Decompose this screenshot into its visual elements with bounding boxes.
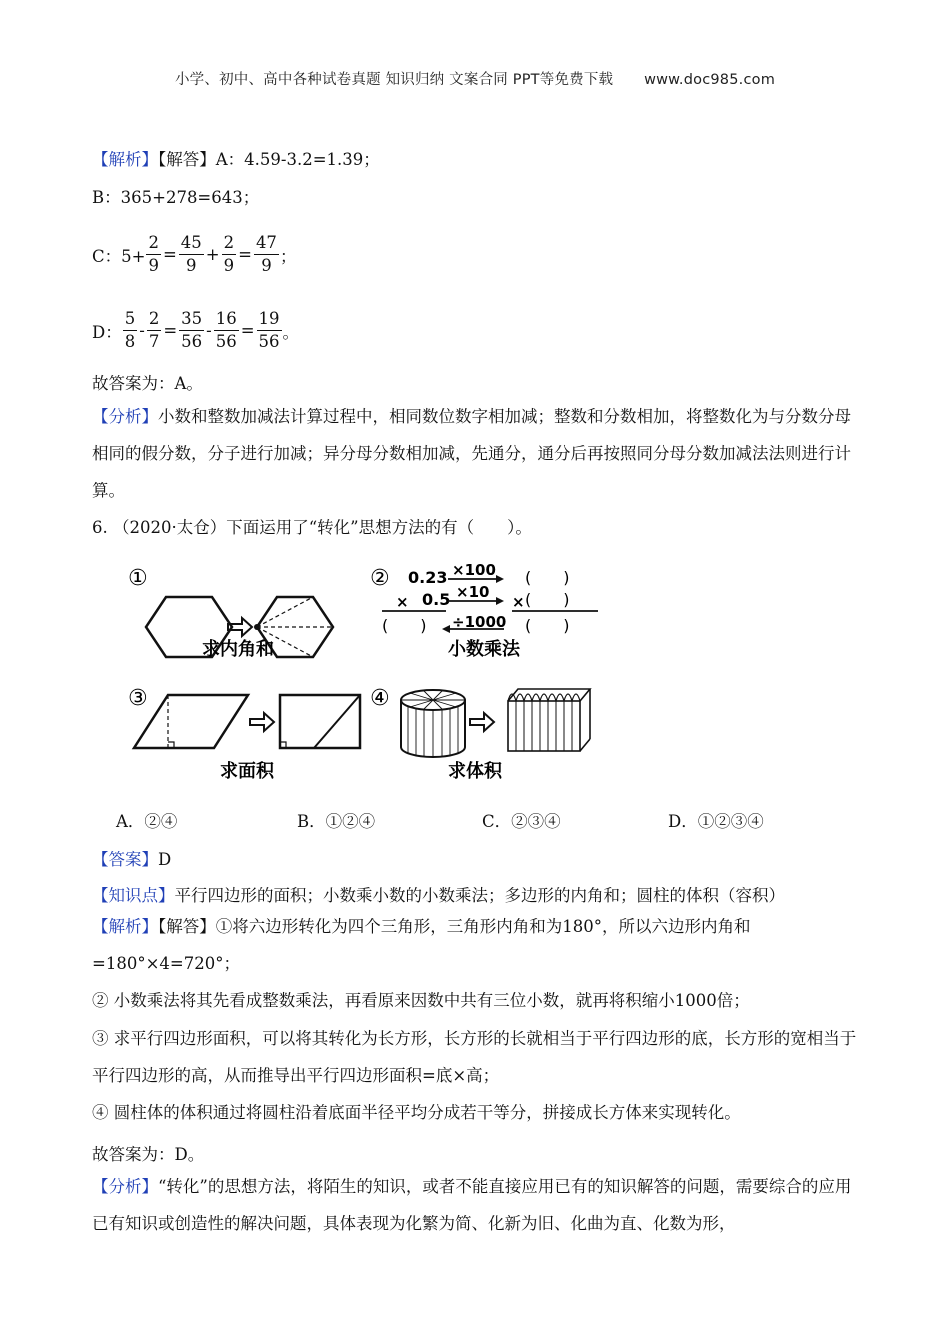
numerator: 2	[222, 232, 237, 255]
denominator: 8	[124, 332, 136, 351]
prev-analysis	[92, 398, 862, 509]
denominator: 9	[261, 256, 272, 275]
header-text: 小学、初中、高中各种试卷真题 知识归纳 文案合同 PPT等免费下载	[174, 72, 614, 88]
solution-tag: 【解析】	[92, 917, 158, 936]
page-header	[0, 68, 950, 89]
c-frac-2	[179, 232, 204, 277]
numerator: 47	[254, 232, 279, 255]
prev-solution-a	[92, 146, 380, 170]
q6-knowledge-point	[92, 882, 785, 906]
answer-tag-2: 【解答】	[158, 917, 216, 936]
d-frac-5	[257, 308, 282, 353]
q6-solution-2: ② 小数乘法将其先看成整数乘法，再看原来因数中共有三位小数，就再将积缩小1000倍；	[92, 991, 750, 1010]
denominator: 56	[181, 332, 203, 351]
caption-4: 求体积	[448, 761, 502, 782]
c-frac-4	[254, 232, 279, 277]
d-frac-1	[123, 308, 138, 353]
q6-answer	[92, 846, 171, 870]
cylinder	[401, 690, 465, 757]
denominator: 7	[148, 332, 160, 351]
times-10: ×10	[456, 583, 490, 601]
parallelogram	[134, 695, 248, 748]
d-frac-3	[179, 308, 204, 353]
caption-1: 求内角和	[202, 639, 274, 660]
q6-solution-4: ④ 圆柱体的体积通过将圆柱沿着底面半径平均分成若干等分，拼接成长方体来实现转化。	[92, 1103, 741, 1122]
option-c: C．②③④	[482, 812, 561, 831]
answer-tag: 【答案】	[92, 850, 158, 869]
times-sign-2: ×	[512, 593, 525, 611]
denominator: 56	[215, 332, 237, 351]
header-site: www.doc985.com	[644, 72, 776, 88]
analysis-tag: 【分析】	[92, 407, 158, 426]
numerator: 5	[123, 308, 138, 331]
c-frac-1	[146, 232, 161, 277]
times-sign-1: ×	[396, 593, 409, 611]
prev-solution-b: B：365+278=643；	[92, 188, 260, 207]
label-1: ①	[128, 566, 148, 591]
q6-solution-3: ③ 求平行四边形面积，可以将其转化为长方形，长方形的长就相当于平行四边形的底，长方形的宽相当于平行四边形的高，从而推导出平行四边形面积=底×高；	[92, 1029, 857, 1085]
solution-a-text: A：4.59-3.2=1.39；	[215, 150, 380, 169]
paren-3: ( )	[382, 616, 427, 635]
analysis-text: “转化”的思想方法，将陌生的知识，或者不能直接应用已有的知识解答的问题，需要综合的应用已有知识或创造性的解决问题，具体表现为化繁为简、化新为旧、化曲为直、化数为形，	[92, 1177, 852, 1233]
d-label: D：	[92, 322, 122, 342]
knowledge-tag: 【知识点】	[92, 886, 175, 905]
value-0-23: 0.23	[408, 568, 448, 587]
knowledge-text: 平行四边形的面积；小数乘小数的小数乘法；多边形的内角和；圆柱的体积（容积）	[174, 886, 785, 905]
numerator: 35	[179, 308, 204, 331]
d-end: 。	[282, 322, 300, 342]
cuboid	[508, 689, 590, 751]
analysis-tag: 【分析】	[92, 1177, 158, 1196]
solution-text-1: ①将六边形转化为四个三角形，三角形内角和为180°，所以六边形内角和=180°×4=720°；	[92, 917, 751, 973]
divide-1000: ÷1000	[452, 613, 507, 631]
d-frac-4	[214, 308, 239, 353]
paren-4: ( )	[525, 616, 570, 635]
solution-tag: 【解析】	[92, 150, 158, 169]
value-0-5: 0.5	[422, 590, 451, 609]
q6-solution-1	[92, 908, 862, 982]
denominator: 9	[186, 256, 197, 275]
denominator: 9	[223, 256, 235, 275]
times-100: ×100	[452, 561, 496, 579]
prev-solution-c: C：5+ $\frac{2}{9}$ = $\frac{45}{9}$ + $\frac{2}{9}$ = $\frac{47}{9}$ ；	[92, 233, 297, 275]
c-end: ；	[279, 246, 297, 266]
arrow-4	[470, 713, 494, 731]
numerator: 2	[146, 232, 161, 255]
arrow-3	[250, 713, 274, 731]
question-6: 6. （2020·太仓）下面运用了“转化”思想方法的有（ ）。	[92, 518, 532, 537]
q6-analysis	[92, 1168, 862, 1242]
label-3: ③	[128, 686, 148, 711]
option-b: B．①②④	[297, 812, 376, 831]
paren-1: ( )	[525, 568, 570, 587]
analysis-text: 小数和整数加减法计算过程中，相同数位数字相加减；整数和分数相加，将整数化为与分数分母相同的假分数，分子进行加减；异分母分数相加减，先通分，通分后再按照同分母分数加减法法则进行计算。	[92, 407, 851, 500]
d-frac-2	[147, 308, 162, 353]
numerator: 2	[147, 308, 162, 331]
denominator: 56	[258, 332, 280, 351]
label-4: ④	[370, 686, 390, 711]
caption-2: 小数乘法	[448, 639, 520, 660]
prev-solution-d: D： $\frac{5}{8}$ - $\frac{2}{7}$ = $\frac{35}{56}$ - $\frac{16}{56}$ = $\frac{19}{56}$ 。	[92, 309, 300, 351]
question-6-figure	[120, 555, 610, 790]
denominator: 9	[148, 256, 159, 275]
numerator: 16	[214, 308, 239, 331]
numerator: 45	[179, 232, 204, 255]
numerator: 19	[257, 308, 282, 331]
q6-final-answer: 故答案为：D。	[92, 1145, 205, 1164]
option-a: A．②④	[116, 812, 178, 831]
label-2: ②	[370, 566, 390, 591]
paren-2: ( )	[525, 590, 570, 609]
caption-3: 求面积	[220, 761, 274, 782]
answer-tag: 【解答】	[158, 150, 216, 169]
option-d: D．①②③④	[668, 812, 764, 831]
answer-value: D	[158, 850, 172, 869]
prev-final-answer: 故答案为：A。	[92, 374, 203, 393]
c-label: C：5+	[92, 246, 146, 266]
c-frac-3	[222, 232, 237, 277]
